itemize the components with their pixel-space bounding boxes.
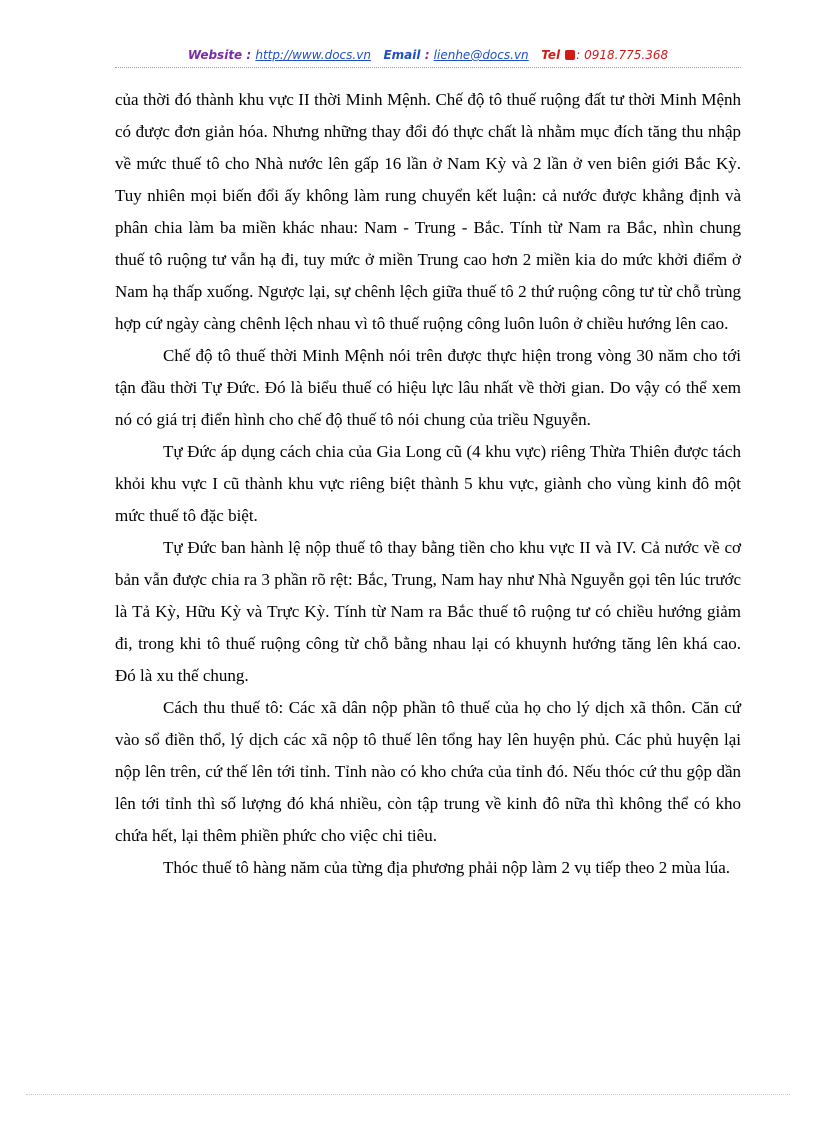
website-label: Website bbox=[187, 48, 243, 62]
footer-divider bbox=[26, 1094, 790, 1095]
page-header bbox=[115, 47, 741, 63]
tel-value: : 0918.775.368 bbox=[576, 48, 669, 62]
email-link[interactable]: lienhe@docs.vn bbox=[433, 48, 529, 62]
tel-label: Tel bbox=[541, 48, 561, 62]
document-body bbox=[115, 84, 741, 884]
body-paragraph: Chế độ tô thuế thời Minh Mệnh nói trên được thực hiện trong vòng 30 năm cho tới tận đầu thời Tự Đức. Đó là biểu thuế có hiệu lực lâu nhất về thời gian. Do vậy có thể xem nó có giá trị điển hình cho chế độ thuế tô nói chung của triều Nguyễn. bbox=[115, 346, 741, 429]
phone-icon bbox=[565, 50, 575, 60]
body-paragraph: Tự Đức ban hành lệ nộp thuế tô thay bằng tiền cho khu vực II và IV. Cả nước về cơ bản vẫn được chia ra 3 phần rõ rệt: Bắc, Trung, Nam hay như Nhà Nguyễn gọi tên lúc trước là Tả Kỳ, Hữu Kỳ và Trực Kỳ. Tính từ Nam ra Bắc thuế tô ruộng tư có chiều hướng giảm đi, trong khi tô thuế ruộng công từ chỗ bằng nhau lại có khuynh hướng tăng lên khá cao. Đó là xu thế chung. bbox=[115, 538, 741, 685]
body-paragraph: Cách thu thuế tô: Các xã dân nộp phần tô thuế của họ cho lý dịch xã thôn. Căn cứ vào sổ điền thổ, lý dịch các xã nộp tô thuế lên tổng hay lên huyện phủ. Các phủ huyện lại nộp lên trên, cứ thế lên tới tỉnh. Tỉnh nào có kho chứa của tỉnh đó. Nếu thóc cứ thu gộp dần lên tới tỉnh thì số lượng đó khá nhiều, còn tập trung về kinh đô nữa thì không thể có kho chứa hết, lại thêm phiền phức cho việc chi tiêu. bbox=[115, 698, 741, 845]
email-separator: : bbox=[420, 48, 434, 62]
body-paragraph: Tự Đức áp dụng cách chia của Gia Long cũ (4 khu vực) riêng Thừa Thiên được tách khỏi khu vực I cũ thành khu vực riêng biệt thành 5 khu vực, giành cho vùng kinh đô một mức thuế tô đặc biệt. bbox=[115, 442, 741, 525]
website-separator: : bbox=[242, 48, 256, 62]
body-paragraph: Thóc thuế tô hàng năm của từng địa phương phải nộp làm 2 vụ tiếp theo 2 mùa lúa. bbox=[163, 858, 731, 877]
website-link[interactable]: http://www.docs.vn bbox=[255, 48, 371, 62]
email-label: Email bbox=[383, 48, 421, 62]
body-paragraph: của thời đó thành khu vực II thời Minh Mệnh. Chế độ tô thuế ruộng đất tư thời Minh Mệnh có được đơn giản hóa. Nhưng những thay đổi đó thực chất là nhằm mục đích tăng thu nhập về mức thuế tô cho Nhà nước lên gấp 16 lần ở Nam Kỳ và 2 lần ở ven biên giới Bắc Kỳ. Tuy nhiên mọi biến đổi ấy không làm rung chuyển kết luận: cả nước được khẳng định và phân chia làm ba miền khác nhau: Nam - Trung - Bắc. Tính từ Nam ra Bắc, nhìn chung thuế tô ruộng tư vẫn hạ đi, tuy mức ở miền Trung cao hơn 2 miền kia do mức khởi điểm ở Nam hạ thấp xuống. Ngược lại, sự chênh lệch giữa thuế tô 2 thứ ruộng công tư từ chỗ trùng hợp cứ ngày càng chênh lệch nhau vì tô thuế ruộng công luôn luôn ở chiều hướng lên cao. bbox=[115, 90, 741, 333]
header-divider bbox=[115, 67, 741, 68]
